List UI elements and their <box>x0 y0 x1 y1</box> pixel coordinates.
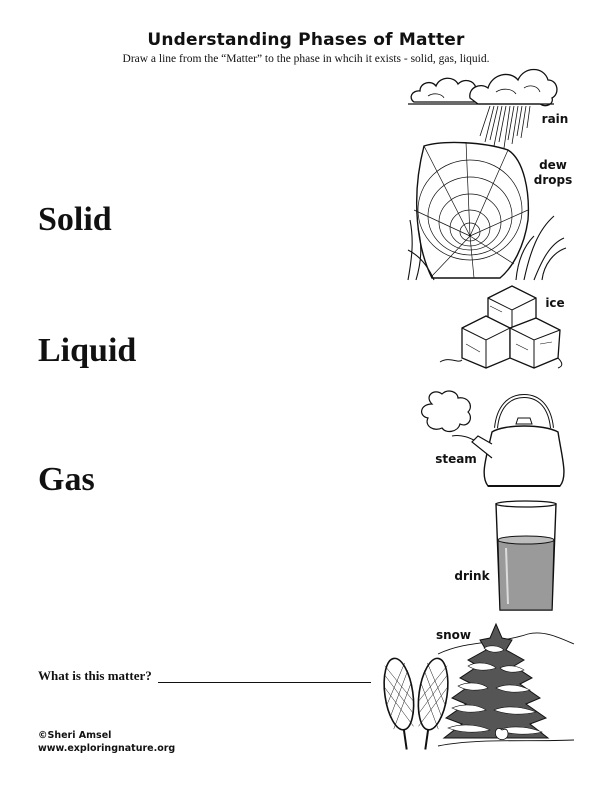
website-text: www.exploringnature.org <box>38 743 176 754</box>
picture-label-drink: drink <box>454 569 490 583</box>
phase-liquid: Liquid <box>38 332 137 369</box>
phase-solid: Solid <box>38 201 112 238</box>
answer-line[interactable] <box>158 682 371 683</box>
copyright-text: ©Sheri Amsel <box>38 730 112 741</box>
picture-label-steam: steam <box>435 452 477 466</box>
picture-label-dew-line2: drops <box>533 173 573 187</box>
worksheet-title: Understanding Phases of Matter <box>147 30 465 50</box>
question-prompt: What is this matter? <box>38 668 152 683</box>
picture-label-dew <box>531 158 575 188</box>
phase-gas: Gas <box>38 461 95 498</box>
cloud-rain-icon <box>408 58 558 150</box>
credits <box>38 729 175 755</box>
picture-label-ice: ice <box>545 296 565 310</box>
picture-label-rain: rain <box>541 112 569 126</box>
worksheet-instructions: Draw a line from the “Matter” to the phase in whcih it exists - solid, gas, liquid. <box>122 53 490 65</box>
snowshoes-icon <box>382 652 452 752</box>
kettle-steam-icon <box>412 388 572 490</box>
picture-label-dew-line1: dew <box>539 158 567 172</box>
picture-label-snow: snow <box>436 628 472 642</box>
drinking-glass-icon <box>494 500 558 614</box>
